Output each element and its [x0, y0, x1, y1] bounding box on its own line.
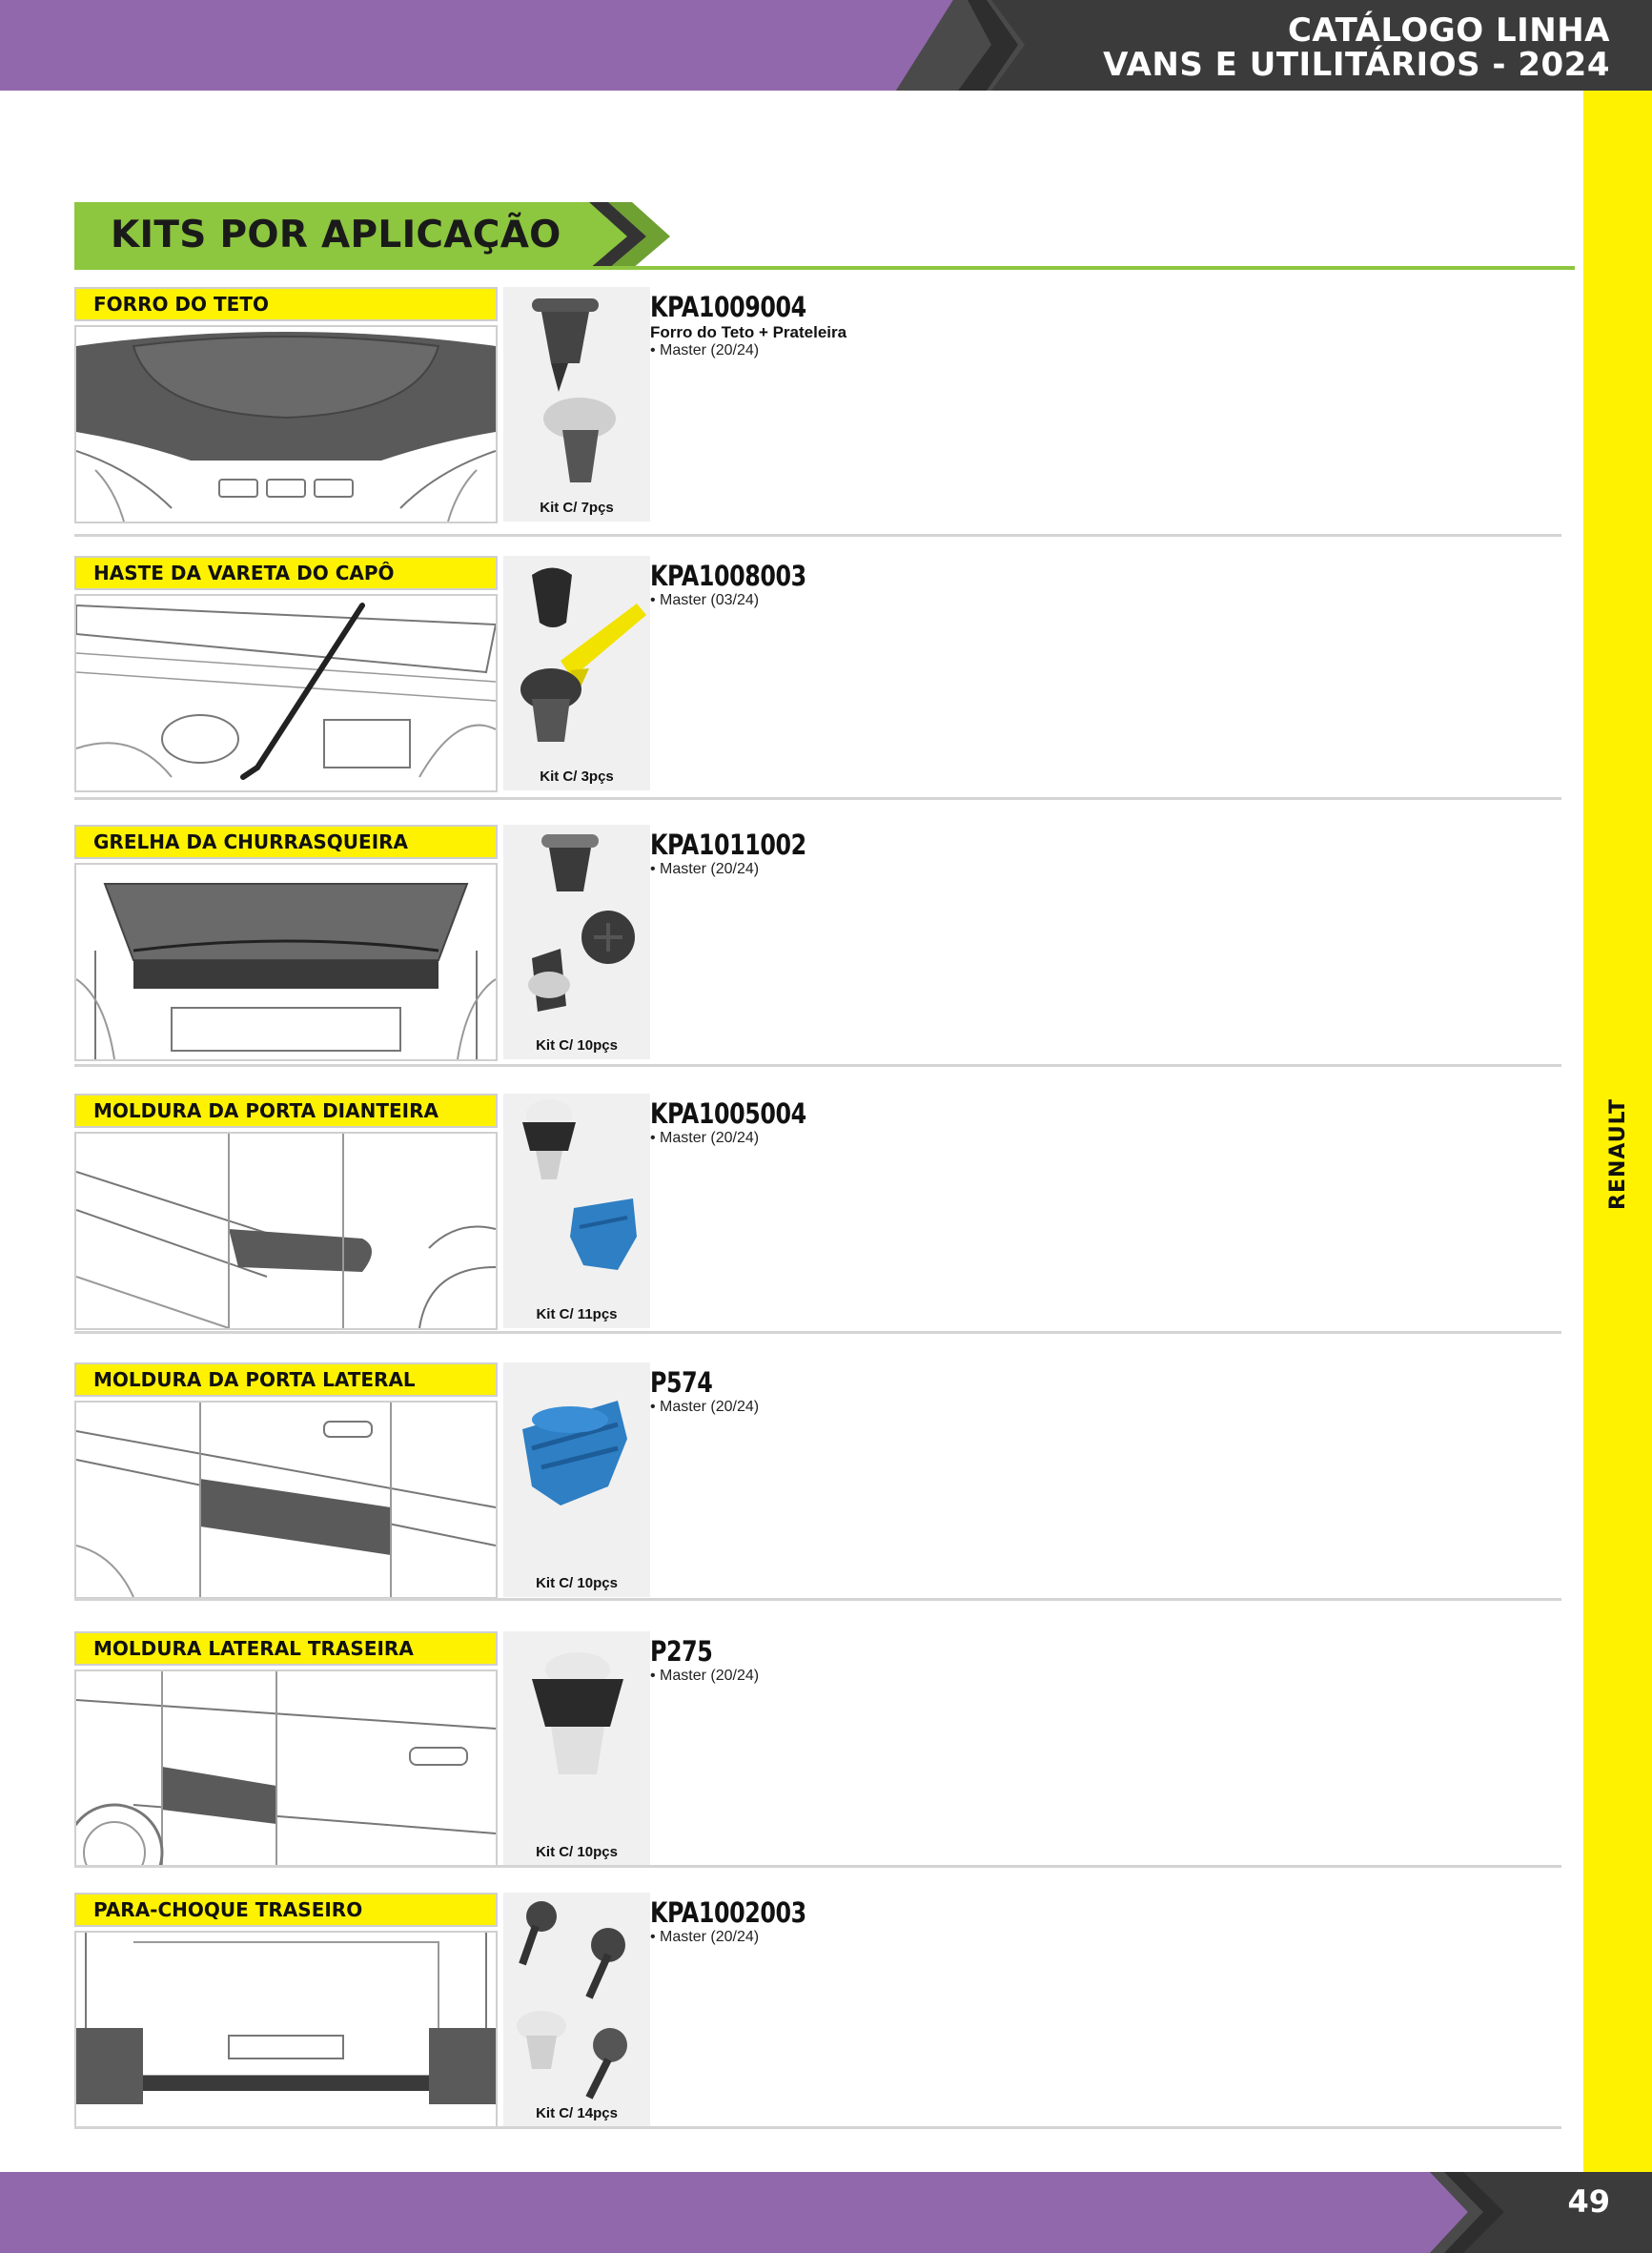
product-code: KPA1005004 [650, 1097, 806, 1130]
parts-photo [503, 287, 650, 522]
application-label: FORRO DO TETO [74, 287, 498, 321]
kit-count: Kit C/ 10pçs [536, 1575, 618, 1591]
sliding-door-molding-drawing [74, 1401, 498, 1599]
application-label: MOLDURA LATERAL TRASEIRA [74, 1631, 498, 1666]
application-label: MOLDURA DA PORTA DIANTEIRA [74, 1094, 498, 1128]
kit-count: Kit C/ 10pçs [536, 1037, 618, 1054]
product-row [74, 556, 1563, 811]
application-label: PARA-CHOQUE TRASEIRO [74, 1893, 498, 1927]
catalog-title-line1: CATÁLOGO LINHA [1287, 11, 1610, 50]
clip-parts-image [503, 1893, 650, 2127]
kit-count: Kit C/ 14pçs [536, 2105, 618, 2121]
kit-count: Kit C/ 3pçs [540, 768, 614, 785]
roof-lining-drawing [74, 325, 498, 523]
clip-parts-image [503, 556, 650, 790]
row-divider [74, 534, 1561, 537]
clip-parts-image [503, 1362, 650, 1597]
hood-rod-drawing [74, 594, 498, 792]
application-label: GRELHA DA CHURRASQUEIRA [74, 825, 498, 859]
kit-count: Kit C/ 7pçs [540, 500, 614, 516]
product-code: P275 [650, 1635, 713, 1668]
parts-photo [503, 825, 650, 1059]
rear-side-molding-drawing [74, 1669, 498, 1868]
rear-bumper-drawing [74, 1931, 498, 2129]
cowl-grille-drawing [74, 863, 498, 1061]
application-label: MOLDURA DA PORTA LATERAL [74, 1362, 498, 1397]
vehicle-application: • Master (20/24) [650, 1399, 760, 1415]
parts-photo [503, 1631, 650, 1866]
product-code: KPA1011002 [650, 829, 806, 861]
kit-count: Kit C/ 10pçs [536, 1844, 618, 1860]
product-row [74, 1362, 1563, 1618]
product-row [74, 1893, 1563, 2148]
page-number: 49 [1567, 2183, 1610, 2220]
product-code: KPA1002003 [650, 1896, 806, 1929]
product-row [74, 287, 1563, 543]
product-code: KPA1008003 [650, 560, 806, 592]
vehicle-application: • Master (20/24) [650, 1929, 760, 1945]
row-divider [74, 1865, 1561, 1868]
product-row [74, 1094, 1563, 1349]
application-label: HASTE DA VARETA DO CAPÔ [74, 556, 498, 590]
page-header [0, 0, 1652, 91]
product-row [74, 1631, 1563, 1887]
row-divider [74, 1598, 1561, 1601]
row-divider [74, 1331, 1561, 1334]
clip-parts-image [503, 1631, 650, 1866]
kit-count: Kit C/ 11pçs [536, 1306, 618, 1322]
vehicle-application: • Master (20/24) [650, 342, 760, 358]
section-rule [74, 266, 1575, 270]
vehicle-application: • Master (03/24) [650, 592, 760, 608]
catalog-title-line2: VANS E UTILITÁRIOS - 2024 [1103, 46, 1610, 84]
vehicle-application: • Master (20/24) [650, 1668, 760, 1684]
parts-photo [503, 1362, 650, 1597]
clip-parts-image [503, 1094, 650, 1328]
row-divider [74, 2126, 1561, 2129]
clip-parts-image [503, 287, 650, 522]
row-divider [74, 797, 1561, 800]
footer-band [0, 2172, 1652, 2253]
catalog-title [1103, 13, 1610, 82]
product-row [74, 825, 1563, 1080]
clip-parts-image [503, 825, 650, 1059]
product-code: P574 [650, 1366, 713, 1399]
parts-photo [503, 1893, 650, 2127]
brand-side-label: RENAULT [1605, 1097, 1630, 1210]
section-title: KITS POR APLICAÇÃO [111, 214, 561, 256]
page-footer [0, 2172, 1652, 2253]
vehicle-application: • Master (20/24) [650, 861, 760, 877]
vehicle-application: • Master (20/24) [650, 1130, 760, 1146]
product-description: Forro do Teto + Prateleira [650, 323, 847, 341]
parts-photo [503, 1094, 650, 1328]
row-divider [74, 1064, 1561, 1067]
front-door-molding-drawing [74, 1132, 498, 1330]
parts-photo [503, 556, 650, 790]
product-code: KPA1009004 [650, 291, 806, 323]
